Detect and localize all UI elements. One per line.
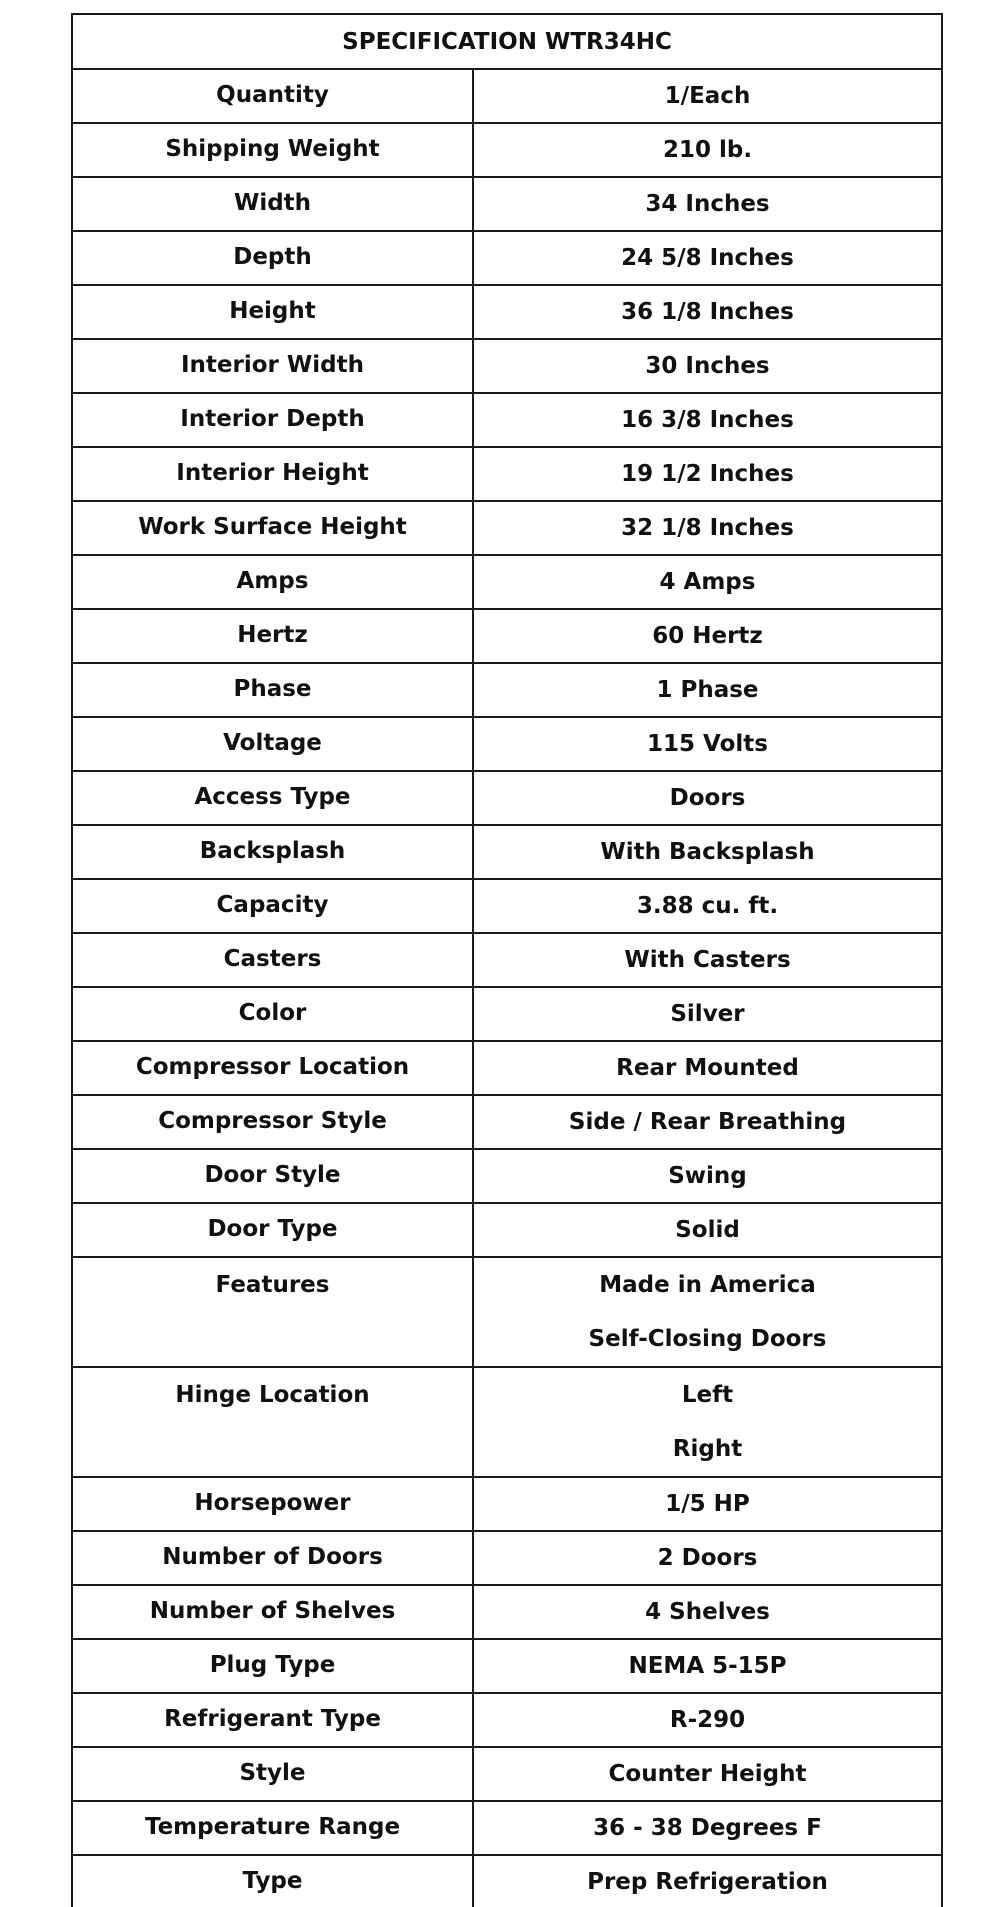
spec-value: 115 Volts xyxy=(647,731,768,757)
spec-label: Quantity xyxy=(72,69,473,123)
spec-value-cell xyxy=(473,1041,942,1095)
spec-label: Capacity xyxy=(72,879,473,933)
spec-value: Prep Refrigeration xyxy=(587,1868,828,1895)
table-row xyxy=(72,1477,942,1531)
spec-label: Style xyxy=(72,1747,473,1801)
spec-value: 16 3/8 Inches xyxy=(621,407,794,433)
table-row xyxy=(72,879,942,933)
spec-value: 4 Shelves xyxy=(645,1599,770,1625)
table-row xyxy=(72,393,942,447)
spec-value: R-290 xyxy=(669,1707,746,1733)
table-row xyxy=(72,501,942,555)
spec-value: 60 Hertz xyxy=(652,623,763,649)
spec-label: Casters xyxy=(72,933,473,987)
spec-label: Features xyxy=(72,1257,473,1367)
spec-value-cell xyxy=(473,339,942,393)
table-row xyxy=(72,1149,942,1203)
spec-value-cell xyxy=(473,177,942,231)
spec-label: Shipping Weight xyxy=(72,123,473,177)
spec-label: Number of Doors xyxy=(72,1531,473,1585)
spec-value-cell xyxy=(473,1095,942,1149)
spec-value: 1/Each xyxy=(664,83,751,109)
spec-value-cell xyxy=(473,717,942,771)
spec-value: Made in America xyxy=(599,1272,816,1298)
spec-value: Doors xyxy=(669,785,746,811)
spec-value-cell xyxy=(473,987,942,1041)
table-row xyxy=(72,1203,942,1257)
table-row xyxy=(72,1531,942,1585)
spec-value-cell xyxy=(473,1585,942,1639)
table-row xyxy=(72,1095,942,1149)
table-row xyxy=(72,717,942,771)
spec-value: NEMA 5-15P xyxy=(628,1653,787,1679)
table-row xyxy=(72,1585,942,1639)
spec-value-cell xyxy=(473,825,942,879)
table-header-row xyxy=(72,14,942,69)
spec-value: Left xyxy=(681,1382,734,1408)
spec-label: Type xyxy=(72,1855,473,1907)
table-row xyxy=(72,1639,942,1693)
spec-value-cell xyxy=(473,447,942,501)
spec-value: 32 1/8 Inches xyxy=(621,515,794,541)
spec-label: Interior Height xyxy=(72,447,473,501)
spec-value: 210 lb. xyxy=(662,137,753,163)
table-row xyxy=(72,447,942,501)
spec-value-cell xyxy=(473,1367,942,1477)
spec-value: Silver xyxy=(670,1001,745,1027)
spec-label: Door Style xyxy=(72,1149,473,1203)
specification-table xyxy=(71,13,943,1907)
spec-value: Solid xyxy=(675,1217,740,1243)
spec-value-cell xyxy=(473,285,942,339)
table-row xyxy=(72,555,942,609)
spec-label: Depth xyxy=(72,231,473,285)
spec-label: Compressor Location xyxy=(72,1041,473,1095)
spec-value: Right xyxy=(672,1436,743,1462)
spec-label: Backsplash xyxy=(72,825,473,879)
spec-label: Door Type xyxy=(72,1203,473,1257)
spec-value-cell xyxy=(473,771,942,825)
spec-label: Work Surface Height xyxy=(72,501,473,555)
spec-value: 4 Amps xyxy=(659,569,756,595)
spec-value: 34 Inches xyxy=(645,191,770,217)
table-row xyxy=(72,1257,942,1367)
table-row xyxy=(72,825,942,879)
spec-value-cell xyxy=(473,123,942,177)
spec-value-cell xyxy=(473,933,942,987)
table-row xyxy=(72,933,942,987)
spec-value: 24 5/8 Inches xyxy=(621,245,794,271)
table-row xyxy=(72,123,942,177)
table-row xyxy=(72,1367,942,1477)
spec-value-cell xyxy=(473,1257,942,1367)
table-row xyxy=(72,1855,942,1907)
spec-value-cell xyxy=(473,1693,942,1747)
spec-value: Rear Mounted xyxy=(616,1055,799,1081)
spec-label: Voltage xyxy=(72,717,473,771)
spec-value: 1 Phase xyxy=(656,677,759,703)
spec-label: Refrigerant Type xyxy=(72,1693,473,1747)
table-row xyxy=(72,177,942,231)
table-row xyxy=(72,231,942,285)
spec-value-cell xyxy=(473,231,942,285)
spec-value: Side / Rear Breathing xyxy=(568,1109,847,1135)
spec-value-cell xyxy=(473,1477,942,1531)
spec-value: Swing xyxy=(668,1163,747,1189)
spec-value-cell xyxy=(473,555,942,609)
spec-value-cell xyxy=(473,1149,942,1203)
spec-label: Number of Shelves xyxy=(72,1585,473,1639)
spec-value: Counter Height xyxy=(608,1761,807,1787)
spec-label: Amps xyxy=(72,555,473,609)
spec-label: Height xyxy=(72,285,473,339)
spec-label: Plug Type xyxy=(72,1639,473,1693)
table-row xyxy=(72,1747,942,1801)
spec-value-cell xyxy=(473,1801,942,1855)
spec-value-cell xyxy=(473,1203,942,1257)
spec-label: Interior Width xyxy=(72,339,473,393)
spec-label: Hinge Location xyxy=(72,1367,473,1477)
spec-label: Phase xyxy=(72,663,473,717)
spec-label: Hertz xyxy=(72,609,473,663)
spec-value: 3.88 cu. ft. xyxy=(636,893,779,919)
table-row xyxy=(72,1693,942,1747)
spec-value: 19 1/2 Inches xyxy=(621,461,794,487)
spec-value-cell xyxy=(473,1639,942,1693)
spec-value-cell xyxy=(473,393,942,447)
spec-value-cell xyxy=(473,1855,942,1907)
table-row xyxy=(72,771,942,825)
spec-value-cell xyxy=(473,609,942,663)
spec-value: 30 Inches xyxy=(645,353,770,379)
spec-label: Temperature Range xyxy=(72,1801,473,1855)
spec-value-cell xyxy=(473,663,942,717)
table-row xyxy=(72,663,942,717)
spec-value: Self-Closing Doors xyxy=(588,1326,827,1352)
spec-value-cell xyxy=(473,501,942,555)
specification-rows xyxy=(72,69,942,1907)
table-row xyxy=(72,609,942,663)
table-row xyxy=(72,987,942,1041)
spec-value: 36 1/8 Inches xyxy=(621,299,794,325)
spec-value: With Backsplash xyxy=(600,839,815,865)
table-row xyxy=(72,69,942,123)
spec-label: Interior Depth xyxy=(72,393,473,447)
spec-label: Color xyxy=(72,987,473,1041)
table-title: SPECIFICATION WTR34HC xyxy=(72,14,942,69)
spec-value: 1/5 HP xyxy=(665,1491,750,1517)
table-row xyxy=(72,1041,942,1095)
spec-value: 36 - 38 Degrees F xyxy=(593,1815,822,1841)
table-row xyxy=(72,285,942,339)
spec-value-cell xyxy=(473,1531,942,1585)
spec-value-cell xyxy=(473,879,942,933)
table-row xyxy=(72,339,942,393)
spec-label: Horsepower xyxy=(72,1477,473,1531)
spec-value-cell xyxy=(473,69,942,123)
spec-value-cell xyxy=(473,1747,942,1801)
spec-value: With Casters xyxy=(624,947,791,973)
spec-label: Width xyxy=(72,177,473,231)
spec-label: Access Type xyxy=(72,771,473,825)
table-row xyxy=(72,1801,942,1855)
spec-value: 2 Doors xyxy=(657,1545,758,1571)
spec-label: Compressor Style xyxy=(72,1095,473,1149)
